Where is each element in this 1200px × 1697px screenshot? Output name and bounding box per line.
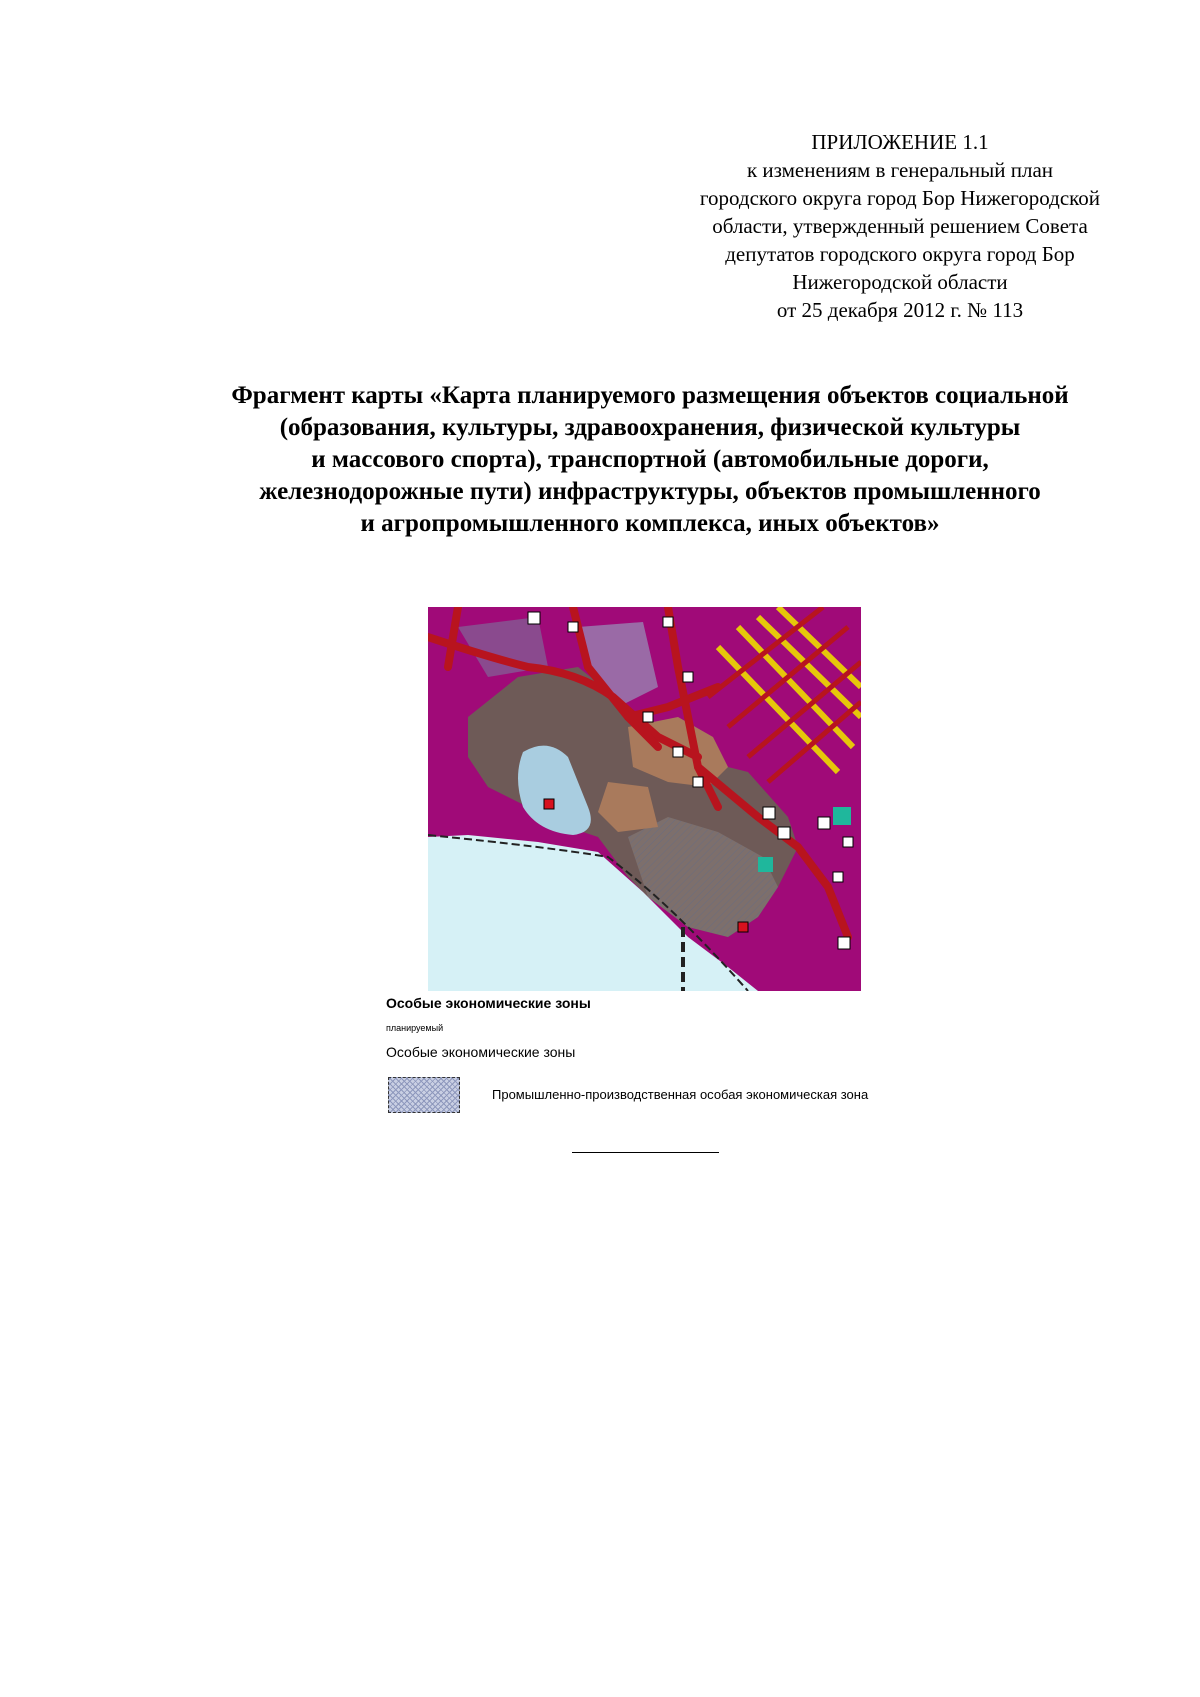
map-fragment — [428, 607, 861, 991]
appendix-line: к изменениям в генеральный план — [746, 158, 1054, 182]
title-line: и агропромышленного комплекса, иных объектов» — [360, 510, 940, 537]
title-line: (образования, культуры, здравоохранения, физической культуры — [279, 414, 1021, 441]
appendix-line: городского округа город Бор Нижегородской — [699, 186, 1101, 210]
legend-heading: Особые экономические зоны — [386, 995, 591, 1011]
teal-zone — [833, 807, 851, 825]
legend-item-label: Промышленно-производственная особая экономическая зона — [492, 1087, 869, 1102]
appendix-line: ПРИЛОЖЕНИЕ 1.1 — [811, 130, 989, 154]
teal-zone — [758, 857, 773, 872]
title-line: Фрагмент карты «Карта планируемого размещения объектов социальной — [231, 382, 1069, 409]
title-line: железнодорожные пути) инфраструктуры, объектов промышленного — [259, 478, 1041, 505]
appendix-line: области, утвержденный решением Совета — [712, 214, 1088, 238]
marker-red — [738, 922, 748, 932]
legend-swatch — [388, 1077, 460, 1113]
title-line: и массового спорта), транспортной (автомобильные дороги, — [311, 446, 989, 473]
appendix-line: Нижегородской области — [792, 270, 1008, 294]
document-title — [120, 380, 1180, 540]
appendix-line: от 25 декабря 2012 г. № 113 — [776, 298, 1024, 322]
legend-group: Особые экономические зоны — [386, 1044, 576, 1060]
end-rule — [572, 1152, 719, 1153]
legend-status: планируемый — [386, 1023, 444, 1033]
appendix-block — [640, 128, 1160, 324]
marker-red — [544, 799, 554, 809]
appendix-line: депутатов городского округа город Бор — [725, 242, 1075, 266]
map-image — [428, 607, 861, 991]
